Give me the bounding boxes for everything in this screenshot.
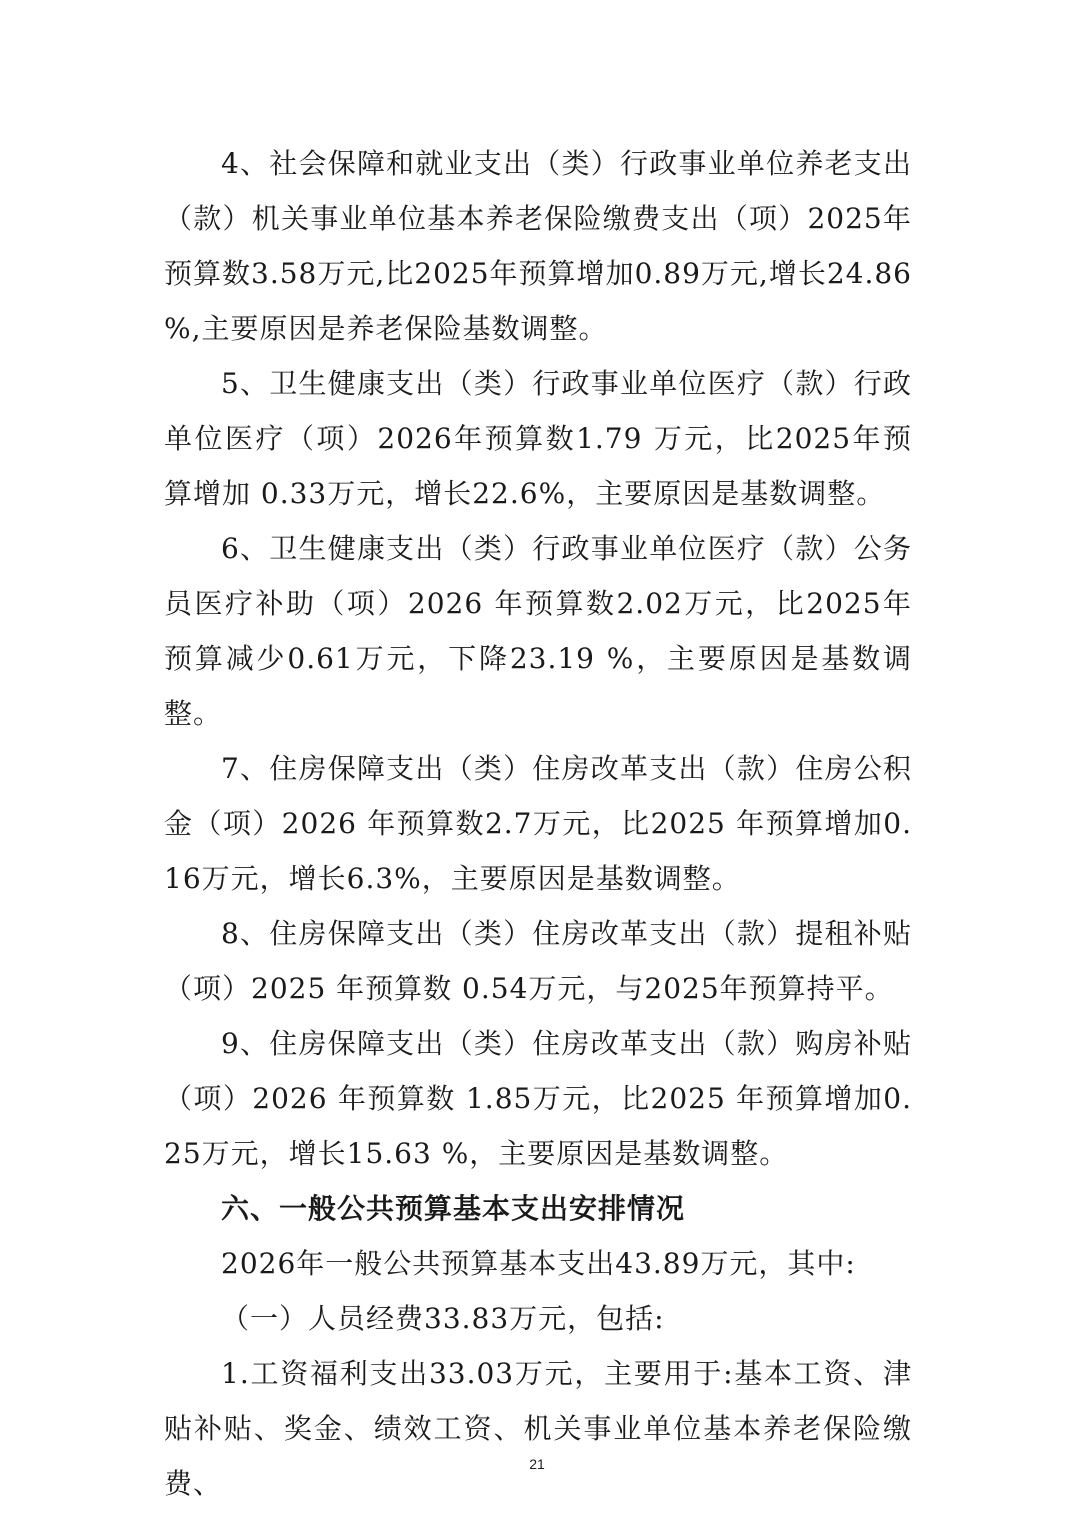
paragraph-item-7: 7、住房保障支出（类）住房改革支出（款）住房公积金（项）2026 年预算数2.7万元，比2025 年预算增加0.16万元，增长6.3%，主要原因是基数调整。 <box>164 752 912 895</box>
page-number: 21 <box>529 1456 545 1472</box>
paragraph-item-5: 5、卫生健康支出（类）行政事业单位医疗（款）行政单位医疗（项）2026年预算数1.79 万元，比2025年预算增加 0.33万元，增长22.6%，主要原因是基数调整。 <box>164 367 912 510</box>
personnel-expense-heading: （一）人员经费33.83万元，包括: <box>221 1302 665 1335</box>
section-summary: 2026年一般公共预算基本支出43.89万元，其中: <box>221 1247 856 1280</box>
document-body <box>164 136 912 1511</box>
paragraph-item-6: 6、卫生健康支出（类）行政事业单位医疗（款）公务员医疗补助（项）2026 年预算数2.02万元，比2025年预算减少0.61万元，下降23.19 %，主要原因是基数调整。 <box>164 532 912 730</box>
paragraph-item-8: 8、住房保障支出（类）住房改革支出（款）提租补贴（项）2025 年预算数 0.54万元，与2025年预算持平。 <box>164 917 912 1005</box>
salary-welfare-paragraph: 1.工资福利支出33.03万元，主要用于:基本工资、津贴补贴、奖金、绩效工资、机关事业单位基本养老保险缴费、 <box>164 1357 912 1500</box>
paragraph-item-4: 4、社会保障和就业支出（类）行政事业单位养老支出（款）机关事业单位基本养老保险缴费支出（项）2025年预算数3.58万元,比2025年预算增加0.89万元,增长24.86 %,主要原因是养老保险基数调整。 <box>164 147 912 345</box>
section-heading: 六、一般公共预算基本支出安排情况 <box>221 1192 686 1225</box>
paragraph-item-9: 9、住房保障支出（类）住房改革支出（款）购房补贴（项）2026 年预算数 1.85万元，比2025 年预算增加0.25万元，增长15.63 %，主要原因是基数调整。 <box>164 1027 912 1170</box>
